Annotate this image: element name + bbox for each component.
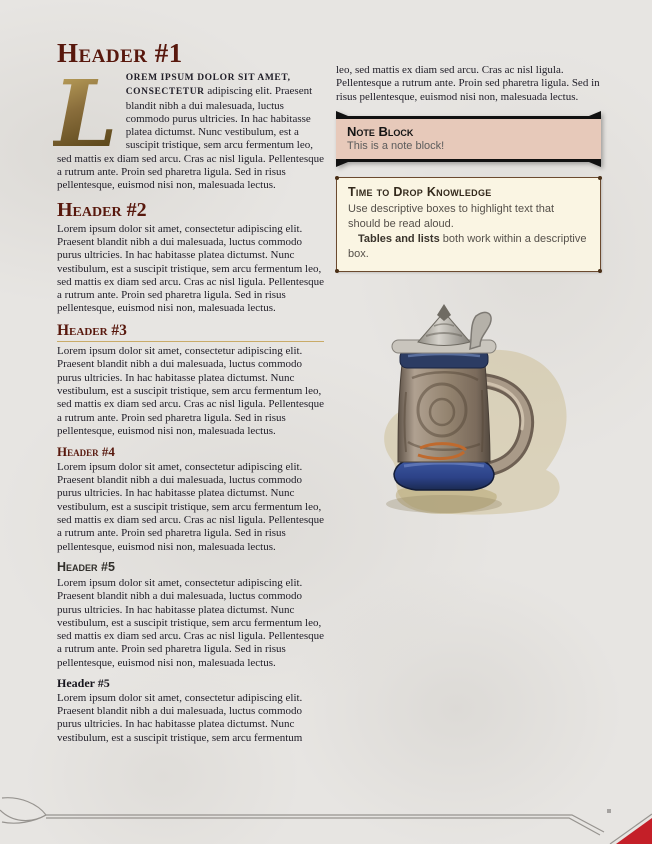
descriptive-box-line2 — [348, 232, 589, 262]
right-column — [336, 64, 601, 537]
descriptive-box — [336, 177, 601, 272]
note-block — [336, 111, 601, 167]
note-block-text: This is a note block! — [347, 139, 445, 152]
stein-shadow — [386, 495, 502, 513]
drop-cap-paragraph — [53, 60, 324, 193]
beer-stein-illustration — [364, 302, 574, 537]
corner-dot — [598, 269, 602, 273]
descriptive-box-paragraph: Use descriptive boxes to highlight text that should be read aloud. — [348, 202, 555, 230]
corner-dot — [335, 176, 339, 180]
note-block-title: Note Block — [347, 123, 414, 139]
note-block-top-border — [336, 111, 601, 119]
body-paragraph: Lorem ipsum dolor sit amet, consectetur adipiscing elit. Praesent blandit nibh a dui malesuada, luctus commodo purus ultricies. In hac habitasse platea dictumst. Nunc vestibulum, est a suscipit tristique, sem arcu fermentum leo, sed mattis ex diam sed arcu. Cras ac nisl ligula. Pellentesque a rutrum ante. Proin sed pharetra ligula. Sed in risus pellentesque, euismod nisi non, malesuada lectus. — [57, 576, 324, 669]
descriptive-box-bold-lead: Tables and lists — [358, 232, 440, 245]
footer-flourish — [0, 798, 46, 823]
descriptive-box-title: Time to Drop Knowledge — [348, 184, 492, 199]
section-header-1: Header #1 — [57, 38, 183, 68]
continuation-paragraph: leo, sed mattis ex diam sed arcu. Cras ac nisl ligula. Pellentesque a rutrum ante. Proin sed pharetra ligula. Sed in risus pellentesque, euismod nisi non, malesuada lectus. — [336, 64, 600, 103]
footer-red-triangle — [616, 818, 652, 844]
section-header-3: Header #3 — [57, 323, 324, 342]
corner-dot — [598, 176, 602, 180]
body-paragraph-truncated: Lorem ipsum dolor sit amet, consectetur adipiscing elit. Praesent blandit nibh a dui malesuada, luctus commodo purus ultricies. In hac habitasse platea dictumst. Nunc vestibulum, est a suscipit tristique, sem arcu fermentum — [57, 691, 303, 744]
section-header-2: Header #2 — [57, 198, 147, 221]
paragraph-text: adipiscing elit. Praesent blandit nibh a dui malesuada, luctus commodo purus ultricies. In hac habitasse platea dictumst. Nunc vestibulum, est a suscipit tristique, sem arcu fermentum leo, sed mattis ex diam sed arcu. Cras ac nisl ligula. Pellentesque a rutrum ante. Proin sed pharetra ligula. Sed in risus pellentesque, euismod nisi non, malesuada lectus. — [57, 85, 324, 192]
note-block-body — [336, 119, 601, 159]
lead-small-caps-line: OREM IPSUM DOLOR SIT AMET, CONSECTETUR — [125, 73, 291, 98]
body-paragraph: Lorem ipsum dolor sit amet, consectetur adipiscing elit. Praesent blandit nibh a dui malesuada, luctus commodo purus ultricies. In hac habitasse platea dictumst. Nunc vestibulum, est a suscipit tristique, sem arcu fermentum leo, sed mattis ex diam sed arcu. Cras ac nisl ligula. Pellentesque a rutrum ante. Proin sed pharetra ligula. Sed in risus pellentesque, euismod nisi non, malesuada lectus. — [57, 345, 324, 437]
footer-dot — [607, 809, 611, 813]
body-paragraph: Lorem ipsum dolor sit amet, consectetur adipiscing elit. Praesent blandit nibh a dui malesuada, luctus commodo purus ultricies. In hac habitasse platea dictumst. Nunc vestibulum, est a suscipit tristique, sem arcu fermentum leo, sed mattis ex diam sed arcu. Cras ac nisl ligula. Pellentesque a rutrum ante. Proin sed pharetra ligula. Sed in risus pellentesque, euismod nisi non, malesuada lectus. — [57, 460, 324, 553]
section-header-5: Header #5 — [57, 559, 115, 574]
body-paragraph: Lorem ipsum dolor sit amet, consectetur adipiscing elit. Praesent blandit nibh a dui malesuada, luctus commodo purus ultricies. In hac habitasse platea dictumst. Nunc vestibulum, est a suscipit tristique, sem arcu fermentum leo, sed mattis ex diam sed arcu. Cras ac nisl ligula. Pellentesque a rutrum ante. Proin sed pharetra ligula. Sed in risus pellentesque, euismod nisi non, malesuada lectus. — [57, 222, 324, 315]
footer-rule — [46, 815, 604, 835]
descriptive-box-line2-rest: both work within a descriptive box. — [348, 232, 587, 260]
footer-ornament — [0, 794, 652, 844]
beer-stein-svg — [364, 302, 574, 537]
left-column — [53, 38, 324, 752]
note-block-bottom-border — [336, 159, 601, 167]
corner-dot — [335, 269, 339, 273]
section-header-4: Header #4 — [57, 444, 115, 460]
drop-cap: L — [53, 71, 126, 147]
section-header-5-bold: Header #5 — [57, 676, 110, 691]
